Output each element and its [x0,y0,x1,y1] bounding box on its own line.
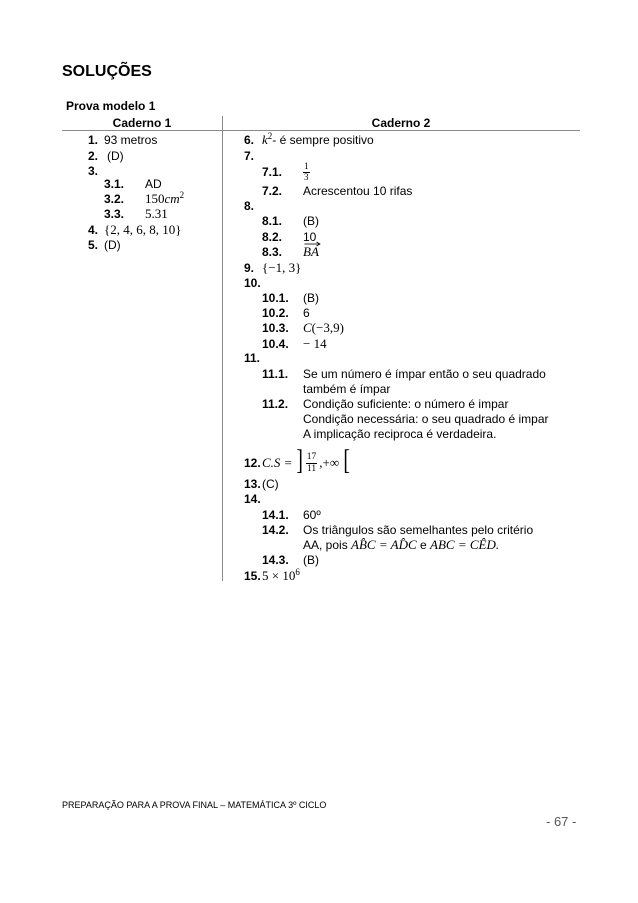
fraction-numerator: 17 [306,452,317,462]
fraction-denominator: 11 [306,464,317,474]
answer-row [0,523,638,537]
answer-line: também é ímpar [303,382,391,396]
vector-arrow-icon [304,241,321,247]
question-number: 8. [244,199,255,213]
math-exponent: 6 [295,567,300,577]
question-number: 6. [244,133,255,147]
answer-line: Se um número é ímpar então o seu quadrado [303,367,546,381]
question-number: 4. [88,223,99,237]
open-bracket: ] [296,445,304,476]
answer-row [0,149,638,163]
question-number: 5. [88,238,99,252]
math-value: 150 [145,191,165,206]
answer-row [0,261,638,275]
fraction [306,452,318,474]
interval-rest: ,+∞ [319,455,340,470]
math-answer [262,133,374,148]
answer-text: AD [145,177,162,191]
question-number: 10. [244,276,261,290]
answer-row [0,492,638,506]
math-value: 5 × 10 [262,568,296,583]
solution-set-label: C.S = [262,455,293,470]
answer-line: Condição suficiente: o número é impar [303,397,509,411]
answer-row [0,276,638,290]
question-number: 7.1. [262,165,283,179]
question-number: 10.4. [262,337,289,351]
math-answer [303,321,344,335]
question-number: 11.1. [262,367,289,381]
answer-text: 6 [303,306,310,320]
math-variable: k [262,132,268,147]
question-number: 3.2. [104,192,125,206]
math-value: {2, 4, 6, 8, 10} [104,222,182,237]
answer-text: (B) [303,553,319,567]
math-exponent: 2 [267,131,273,141]
math-variable: C [303,320,312,335]
question-number: 7. [244,149,255,163]
vector-label: BA [303,244,319,259]
fraction-numerator: 1 [304,161,309,171]
caderno-2-heading: Caderno 2 [371,116,431,130]
answer-row [0,306,638,320]
answer-row [0,367,638,381]
fraction-denominator: 3 [304,172,309,182]
answer-text: (B) [303,291,319,305]
question-number: 14.1. [262,508,289,522]
answer-row [0,337,638,351]
math-value: 5.31 [145,206,168,221]
answer-continuation-row [0,412,638,426]
answer-text: 10 [303,230,317,244]
answer-row [0,161,638,182]
question-number: 10.3. [262,321,289,335]
answer-text: (C) [262,477,279,491]
answer-text: - é sempre positivo [272,133,374,147]
angle-equality: ABC = CÊD. [430,537,500,552]
close-bracket: [ [343,445,351,476]
answer-text: 60º [303,508,321,522]
page-title: SOLUÇÕES [62,63,152,80]
answer-line: A implicação reciproca é verdadeira. [303,427,497,441]
math-answer [262,569,300,584]
answer-row [0,397,638,411]
answer-row [0,214,638,228]
question-number: 8.1. [262,214,283,228]
question-number: 11.2. [262,397,289,411]
answer-row [0,199,638,213]
answer-continuation-row [0,382,638,396]
answer-text: (D) [107,149,124,163]
answer-row [0,133,638,147]
header-divider [62,130,580,131]
answer-row [0,477,638,491]
answer-row [0,553,638,567]
answer-row [0,445,638,476]
answer-row [0,508,638,522]
caderno-1-heading: Caderno 1 [112,116,172,130]
question-number: 13. [244,477,261,491]
vector-answer [303,245,319,259]
question-number: 15. [244,569,261,583]
answer-row [0,321,638,335]
fraction [303,162,310,182]
question-number: 2. [88,149,99,163]
answer-text: 93 metros [104,133,158,147]
answer-row [0,569,638,583]
question-number: 7.2. [262,184,283,198]
question-number: 14. [244,492,261,506]
answer-text: (B) [303,214,319,228]
angle-justification [303,538,499,552]
answer-text: (D) [104,238,121,252]
math-unit: cm [164,191,180,206]
question-number: 8.3. [262,245,283,259]
footer-text: PREPARAÇÃO PARA A PROVA FINAL – MATEMÁTICA 3º CICLO [62,800,327,810]
answer-row [0,291,638,305]
answer-text: Acrescentou 10 rifas [303,184,413,198]
answer-line: Os triângulos são semelhantes pelo critério [303,523,534,537]
answer-row [0,184,638,198]
question-number: 8.2. [262,230,283,244]
answer-continuation-row [0,538,638,552]
question-number: 9. [244,261,255,275]
reason-prefix: AA, pois [303,538,348,552]
math-value: (−3,9) [311,320,344,335]
answer-row [0,245,638,259]
math-value: {−1, 3} [262,260,302,275]
question-number: 10.2. [262,306,289,320]
question-number: 3.1. [104,177,125,191]
solution-set-expression [262,445,352,476]
question-number: 3.3. [104,207,125,221]
question-number: 1. [88,133,99,147]
question-number: 3. [88,164,99,178]
question-number: 14.3. [262,553,289,567]
exam-model-title: Prova modelo 1 [66,99,156,113]
answer-row [0,351,638,365]
question-number: 12. [244,456,261,470]
question-number: 14.2. [262,523,289,537]
angle-equality: AB̂C = AD̂C [351,537,417,552]
conjunction: e [419,538,427,552]
page-number: - 67 - [546,814,577,829]
answer-continuation-row [0,427,638,441]
answer-line: Condição necessária: o seu quadrado é impar [303,412,549,426]
math-value: − 14 [303,336,327,351]
math-exponent: 2 [179,190,185,200]
question-number: 10.1. [262,291,289,305]
question-number: 11. [244,351,261,365]
